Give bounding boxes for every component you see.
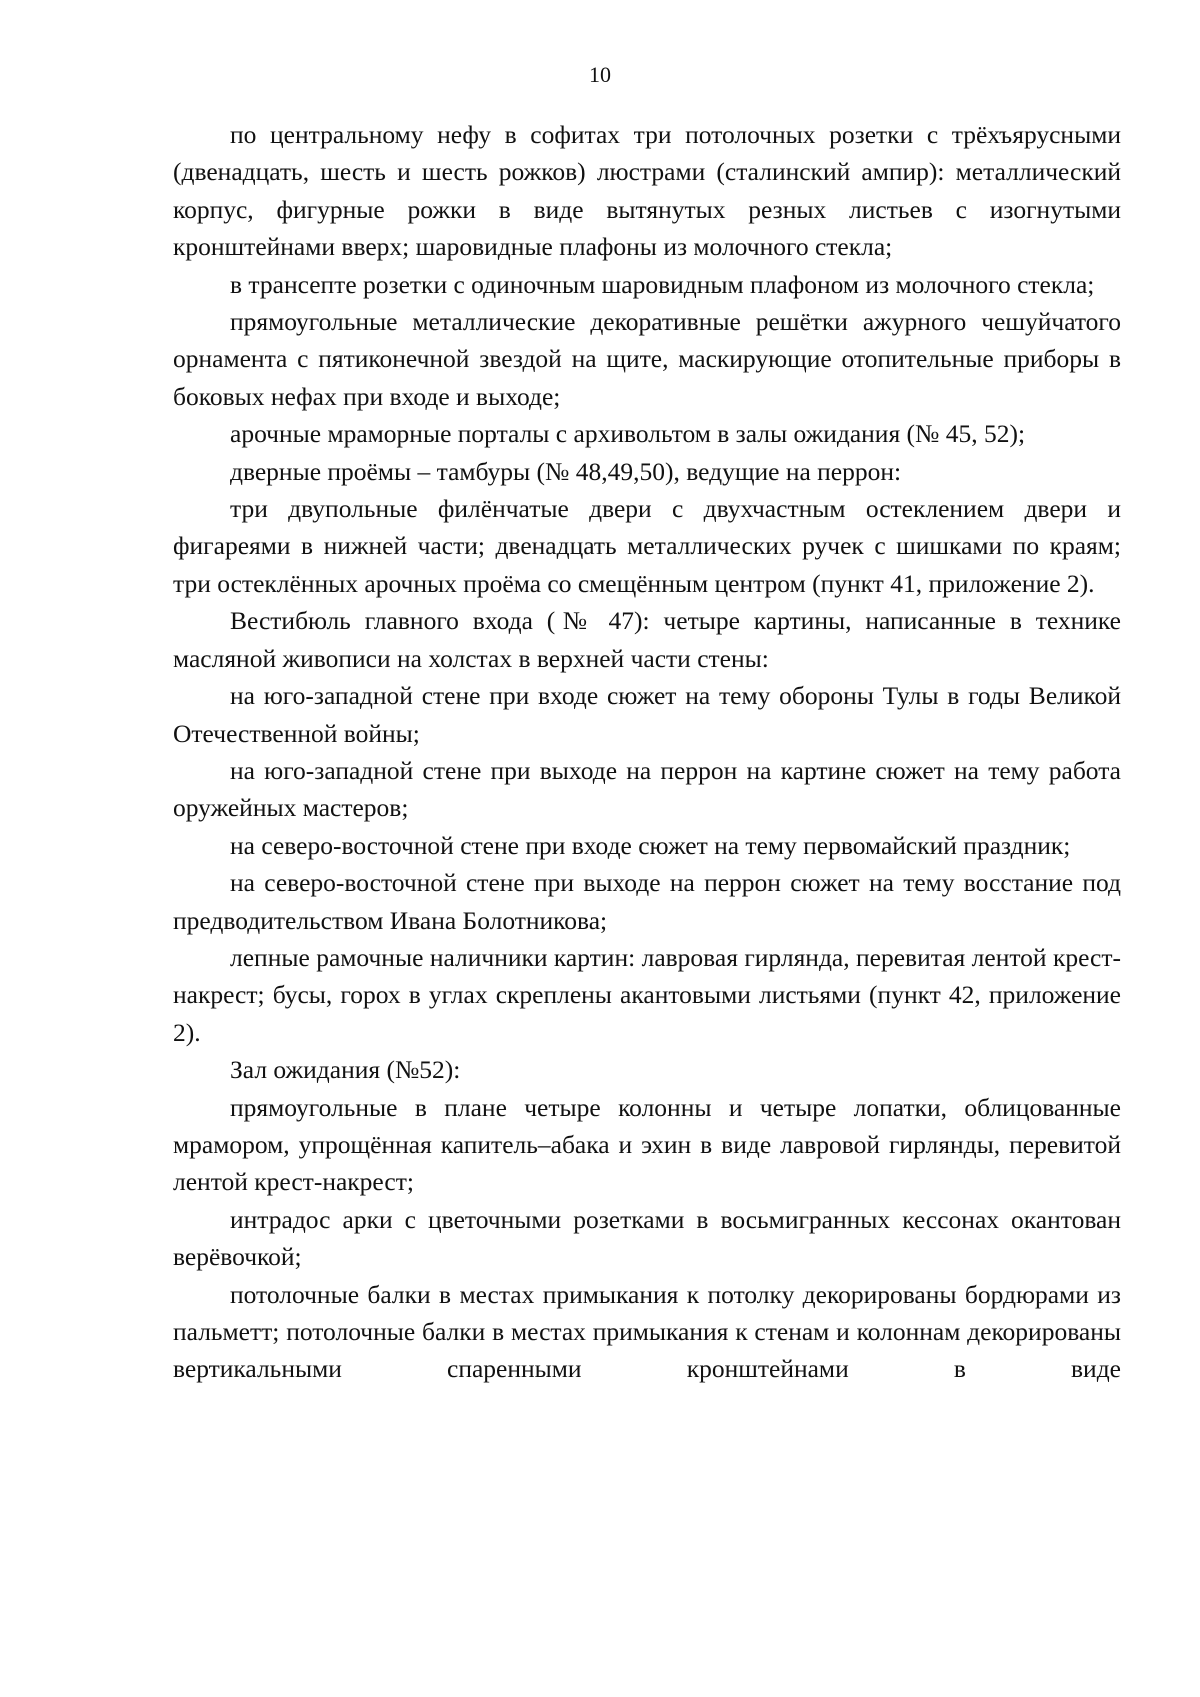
paragraph-marble-portals: арочные мраморные порталы с архивольтом в залы ожидания (№ 45, 52);	[230, 419, 1026, 449]
paragraph-painting-may-day: на северо-восточной стене при входе сюжет на тему первомайский праздник;	[230, 830, 1071, 860]
paragraph-door-openings: дверные проёмы – тамбуры (№ 48,49,50), ведущие на перрон:	[230, 456, 902, 486]
paragraph-chandeliers: по центральному нефу в софитах три потолочных розетки с трёхъярусными (двенадцать, шесть и шесть рожков) люстрами (сталинский ампир): металлический корпус, фигурные рожки в виде вытянутых резных листьев с изогнутыми кронштейнами вверх; шаровидные плафоны из молочного стекла;	[173, 120, 1121, 262]
paragraph-painting-bolotnikov: на северо-восточной стене при выходе на перрон сюжет на тему восстание под предводительством Ивана Болотникова;	[173, 868, 1121, 935]
document-body	[173, 116, 1121, 1388]
paragraph-painting-gunsmiths: на юго-западной стене при выходе на перрон на картине сюжет на тему работа оружейных мастеров;	[173, 755, 1121, 823]
paragraph-painting-tula-defense: на юго-западной стене при входе сюжет на тему обороны Тулы в годы Великой Отечественной войны;	[173, 681, 1121, 748]
page-number: 10	[589, 62, 611, 87]
paragraph-transept-rosettes: в трансепте розетки с одиночным шаровидным плафоном из молочного стекла;	[230, 269, 1095, 299]
paragraph-stucco-frames: лепные рамочные наличники картин: лавровая гирлянда, перевитая лентой крест-накрест; бусы, горох в углах скреплены акантовыми листьями (пункт 42, приложение 2).	[173, 942, 1121, 1047]
paragraph-double-doors: три двупольные филёнчатые двери с двухчастным остеклением двери и фигареями в нижней части; двенадцать металлических ручек с шишками по краям; три остеклённых арочных проёма со смещённым центром (пункт 41, приложение 2).	[173, 494, 1121, 598]
paragraph-columns-pilasters: прямоугольные в плане четыре колонны и четыре лопатки, облицованные мрамором, упрощённая капитель–абака и эхин в виде лавровой гирлянды, перевитой лентой крест-накрест;	[173, 1092, 1121, 1197]
paragraph-waiting-hall-heading: Зал ожидания (№52):	[230, 1055, 461, 1085]
paragraph-arch-intrados: интрадос арки с цветочными розетками в восьмигранных кессонах окантован верёвочкой;	[173, 1204, 1121, 1272]
paragraph-main-entrance-vestibule: Вестибюль главного входа (№ 47): четыре картины, написанные в технике масляной живописи на холстах в верхней части стены:	[173, 606, 1121, 673]
paragraph-decorative-grilles: прямоугольные металлические декоративные решётки ажурного чешуйчатого орнамента с пятиконечной звездой на щите, маскирующие отопительные приборы в боковых нефах при входе и выходе;	[173, 307, 1121, 411]
paragraph-ceiling-beams: потолочные балки в местах примыкания к потолку декорированы бордюрами из пальметт; потолочные балки в местах примыкания к стенам и колоннам декорированы вертикальными спаренными кронштейнами в виде	[173, 1279, 1121, 1384]
